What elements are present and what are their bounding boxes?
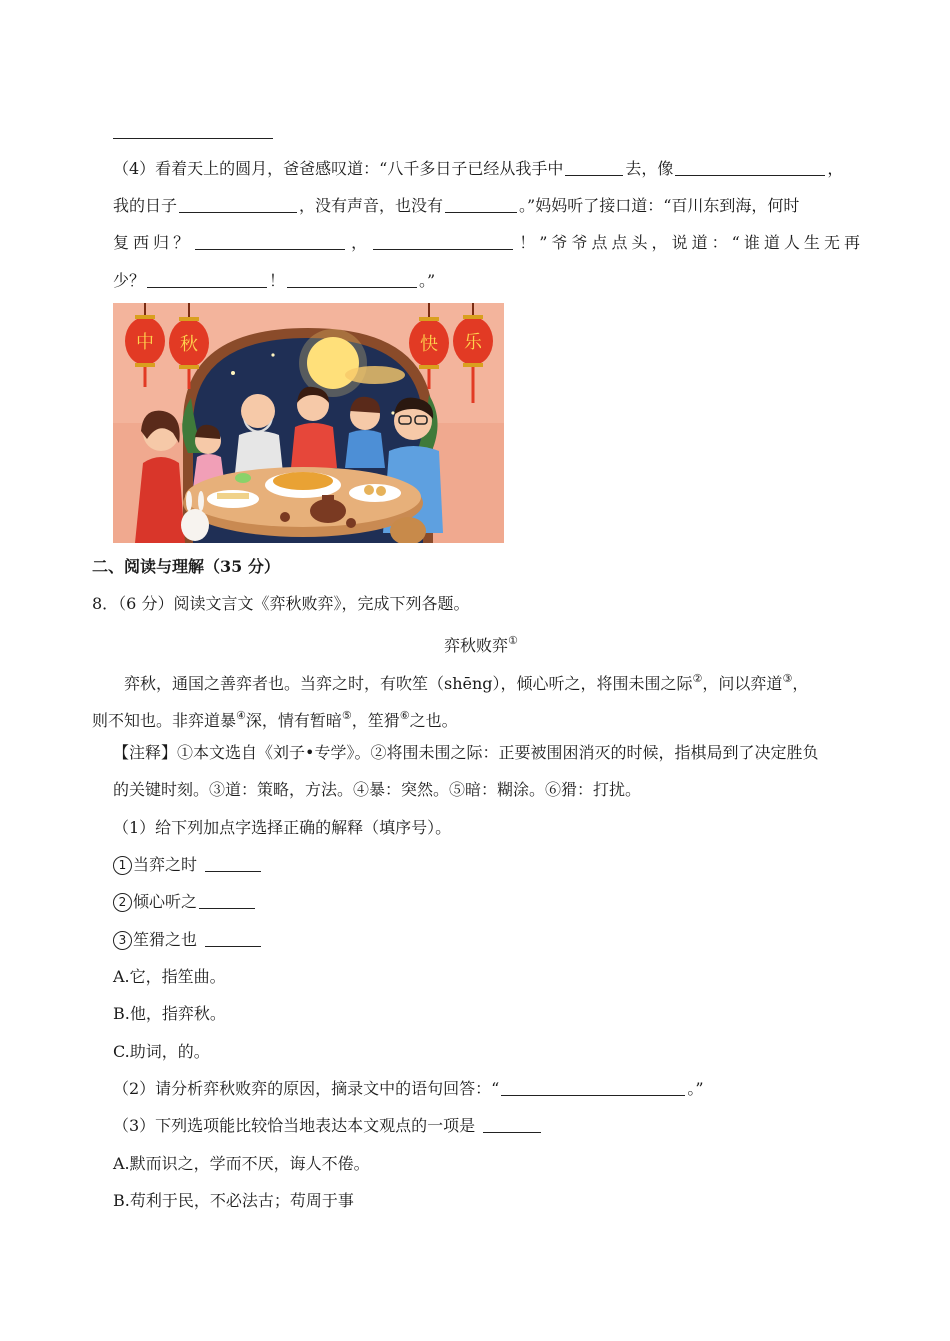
q4-text: 复西归？ [113,233,194,252]
sub-question-1: （1）给下列加点字选择正确的解释（填序号）。 [113,818,452,837]
answer-blank-line [113,138,273,139]
illustration-svg [113,303,504,543]
footnote-mark: ② [692,672,703,685]
sub-question-3 [113,1115,543,1137]
section-heading: 二、阅读与理解（35 分） [92,557,280,576]
footnote-mark: ① [508,634,518,647]
q4-text: ， [827,159,844,178]
passage-text: ，问以弈道 [702,674,783,693]
passage-text: 则不知也。非弈道暴 [92,711,237,730]
q4-text: ！ [269,271,286,290]
q4-line-3 [113,232,860,254]
mid-autumn-family-illustration [113,303,504,543]
answer-blank[interactable] [565,159,623,176]
q4-text: ， [347,233,372,252]
answer-blank[interactable] [147,271,267,288]
option-b: B.他，指弈秋。 [113,1004,226,1023]
sub-question-2 [113,1078,704,1100]
passage-line-2 [92,705,458,732]
q4-text: （4）看着天上的圆月，爸爸感叹道：“八千多日子已经从我手中 [113,159,564,178]
q4-text: 少？ [113,271,146,290]
circled-number: 1 [113,856,132,875]
footnote-mark: ③ [782,672,793,685]
passage-text: ，笙猾 [351,711,400,730]
lantern-character: 中 [136,332,154,353]
footnote-mark: ⑥ [399,709,410,722]
sub-item-1 [113,854,263,876]
q4-line-1 [113,158,843,180]
sub-item-text: 笙猾之也 [133,930,198,949]
passage-text: 之也。 [409,711,458,730]
sub-item-2 [113,891,257,913]
answer-blank[interactable] [675,159,825,176]
q4-text: ！”爷爷点点头，说道：“谁道人生无再 [515,233,860,252]
q4-text: 。”妈妈听了接口道：“百川东到海，何时 [519,196,800,215]
answer-blank[interactable] [205,930,261,947]
sub-question-text: （2）请分析弈秋败弈的原因，摘录文中的语句回答：“ [113,1079,500,1098]
lantern-character: 乐 [464,332,482,353]
option-c: C.助词，的。 [113,1042,210,1061]
circled-number: 2 [113,893,132,912]
q4-text: 。” [419,271,436,290]
q8-intro: 8．（6 分）阅读文言文《弈秋败弈》，完成下列各题。 [92,594,470,613]
circled-number: 3 [113,931,132,950]
footnote-mark: ④ [236,709,246,722]
answer-blank[interactable] [445,196,517,213]
option-3b: B.苟利于民，不必法古；苟周于事 [113,1191,354,1210]
sub-question-text: （3）下列选项能比较恰当地表达本文观点的一项是 [113,1116,476,1135]
footnote-mark: ⑤ [341,709,352,722]
answer-blank[interactable] [501,1079,685,1096]
answer-blank[interactable] [483,1116,541,1133]
lantern-character: 秋 [180,334,198,355]
sub-question-text: 。” [687,1079,704,1098]
answer-blank[interactable] [287,271,417,288]
answer-blank[interactable] [195,233,345,250]
option-3a: A.默而识之，学而不厌，诲人不倦。 [113,1154,370,1173]
lantern-character: 快 [420,334,438,355]
answer-blank[interactable] [179,196,297,213]
q4-text: 去，像 [625,159,674,178]
sub-item-3 [113,929,263,951]
passage-text: ， [792,674,809,693]
answer-blank[interactable] [205,855,261,872]
passage-text: 弈秋，通国之善弈者也。当弈之时，有吹笙（shēng），倾心听之，将围未围之际 [124,674,693,693]
passage-title [444,630,518,657]
passage-text: 深，情有暂暗 [245,711,342,730]
sub-item-text: 倾心听之 [133,892,198,911]
passage-title-text: 弈秋败弈 [444,636,509,655]
q4-line-2 [113,195,799,217]
q4-text: ，没有声音，也没有 [299,196,444,215]
answer-blank[interactable] [199,892,255,909]
q4-line-4 [113,270,435,292]
option-a: A.它，指笙曲。 [113,967,226,986]
sub-item-text: 当弈之时 [133,855,198,874]
annotation-line-1: 【注释】①本文选自《刘子•专学》。②将围未围之际：正要被围困消灭的时候，指棋局到了决定胜负 [113,743,819,762]
answer-blank[interactable] [373,233,513,250]
annotation-line-2: 的关键时刻。③道：策略，方法。④暴：突然。⑤暗：糊涂。⑥猾：打扰。 [113,780,642,799]
passage-line-1 [124,668,808,695]
q4-text: 我的日子 [113,196,178,215]
